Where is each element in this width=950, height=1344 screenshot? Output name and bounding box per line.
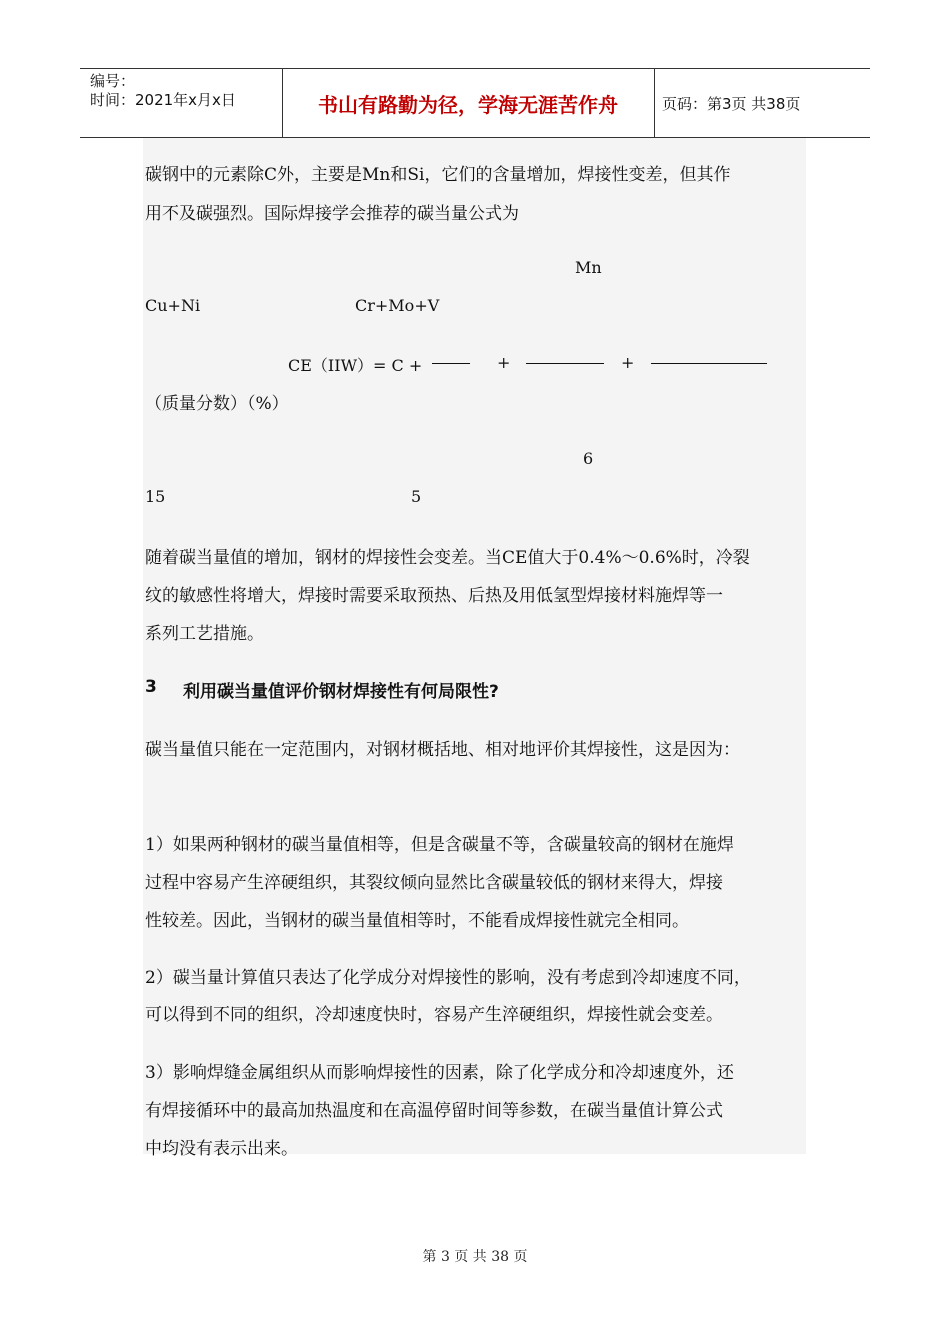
list-item-line: 2）碳当量计算值只表达了化学成分对焊接性的影响，没有考虑到冷却速度不同， — [145, 968, 751, 988]
formula-plus: + — [621, 353, 635, 372]
doc-date-label: 时间：2021年x月x日 — [90, 91, 236, 109]
doc-number-label: 编号： — [90, 72, 136, 90]
list-item-line: 中均没有表示出来。 — [145, 1139, 298, 1159]
fraction-bar — [432, 363, 470, 364]
fraction-bar — [526, 363, 604, 364]
section-number: 3 — [145, 677, 157, 697]
formula-denominator-15: 15 — [145, 487, 166, 506]
formula-lhs: CE（IIW）= C + — [288, 356, 423, 375]
formula-numerator-mn: Mn — [575, 258, 602, 277]
header-page-info: 页码：第3页 共38页 — [662, 95, 801, 113]
list-item-line: 有焊接循环中的最高加热温度和在高温停留时间等参数，在碳当量值计算公式 — [145, 1101, 723, 1121]
header-divider — [654, 69, 655, 137]
list-item-line: 3）影响焊缝金属组织从而影响焊接性的因素，除了化学成分和冷却速度外，还 — [145, 1063, 734, 1083]
formula-unit-note: （质量分数）（%） — [145, 394, 289, 414]
paragraph-line: 碳当量值只能在一定范围内，对钢材概括地、相对地评价其焊接性，这是因为： — [145, 740, 740, 760]
fraction-bar — [651, 363, 767, 364]
formula-denominator-6: 6 — [583, 449, 594, 468]
header-meta — [90, 72, 236, 110]
page-footer: 第 3 页 共 38 页 — [422, 1249, 528, 1265]
header-motto: 书山有路勤为径，学海无涯苦作舟 — [318, 93, 618, 117]
paragraph-line: 碳钢中的元素除C外，主要是Mn和Si，它们的含量增加，焊接性变差，但其作 — [145, 165, 731, 185]
paragraph-line: 用不及碳强烈。国际焊接学会推荐的碳当量公式为 — [145, 204, 519, 224]
section-heading: 利用碳当量值评价钢材焊接性有何局限性? — [183, 682, 499, 702]
formula-plus: + — [497, 353, 511, 372]
paragraph-line: 系列工艺措施。 — [145, 624, 264, 644]
page-header — [80, 68, 870, 138]
list-item-line: 过程中容易产生淬硬组织，其裂纹倾向显然比含碳量较低的钢材来得大，焊接 — [145, 873, 723, 893]
paragraph-line: 随着碳当量值的增加，钢材的焊接性会变差。当CE值大于0.4%～0.6%时，冷裂 — [145, 548, 750, 568]
formula-denominator-5: 5 — [411, 487, 422, 506]
list-item-line: 性较差。因此，当钢材的碳当量值相等时，不能看成焊接性就完全相同。 — [145, 911, 689, 931]
formula-numerator-cuni: Cu+Ni — [145, 296, 201, 315]
list-item-line: 可以得到不同的组织，冷却速度快时，容易产生淬硬组织，焊接性就会变差。 — [145, 1005, 723, 1025]
formula-numerator-crmov: Cr+Mo+V — [355, 296, 440, 315]
paragraph-line: 纹的敏感性将增大，焊接时需要采取预热、后热及用低氢型焊接材料施焊等一 — [145, 586, 723, 606]
list-item-line: 1）如果两种钢材的碳当量值相等，但是含碳量不等，含碳量较高的钢材在施焊 — [145, 835, 734, 855]
